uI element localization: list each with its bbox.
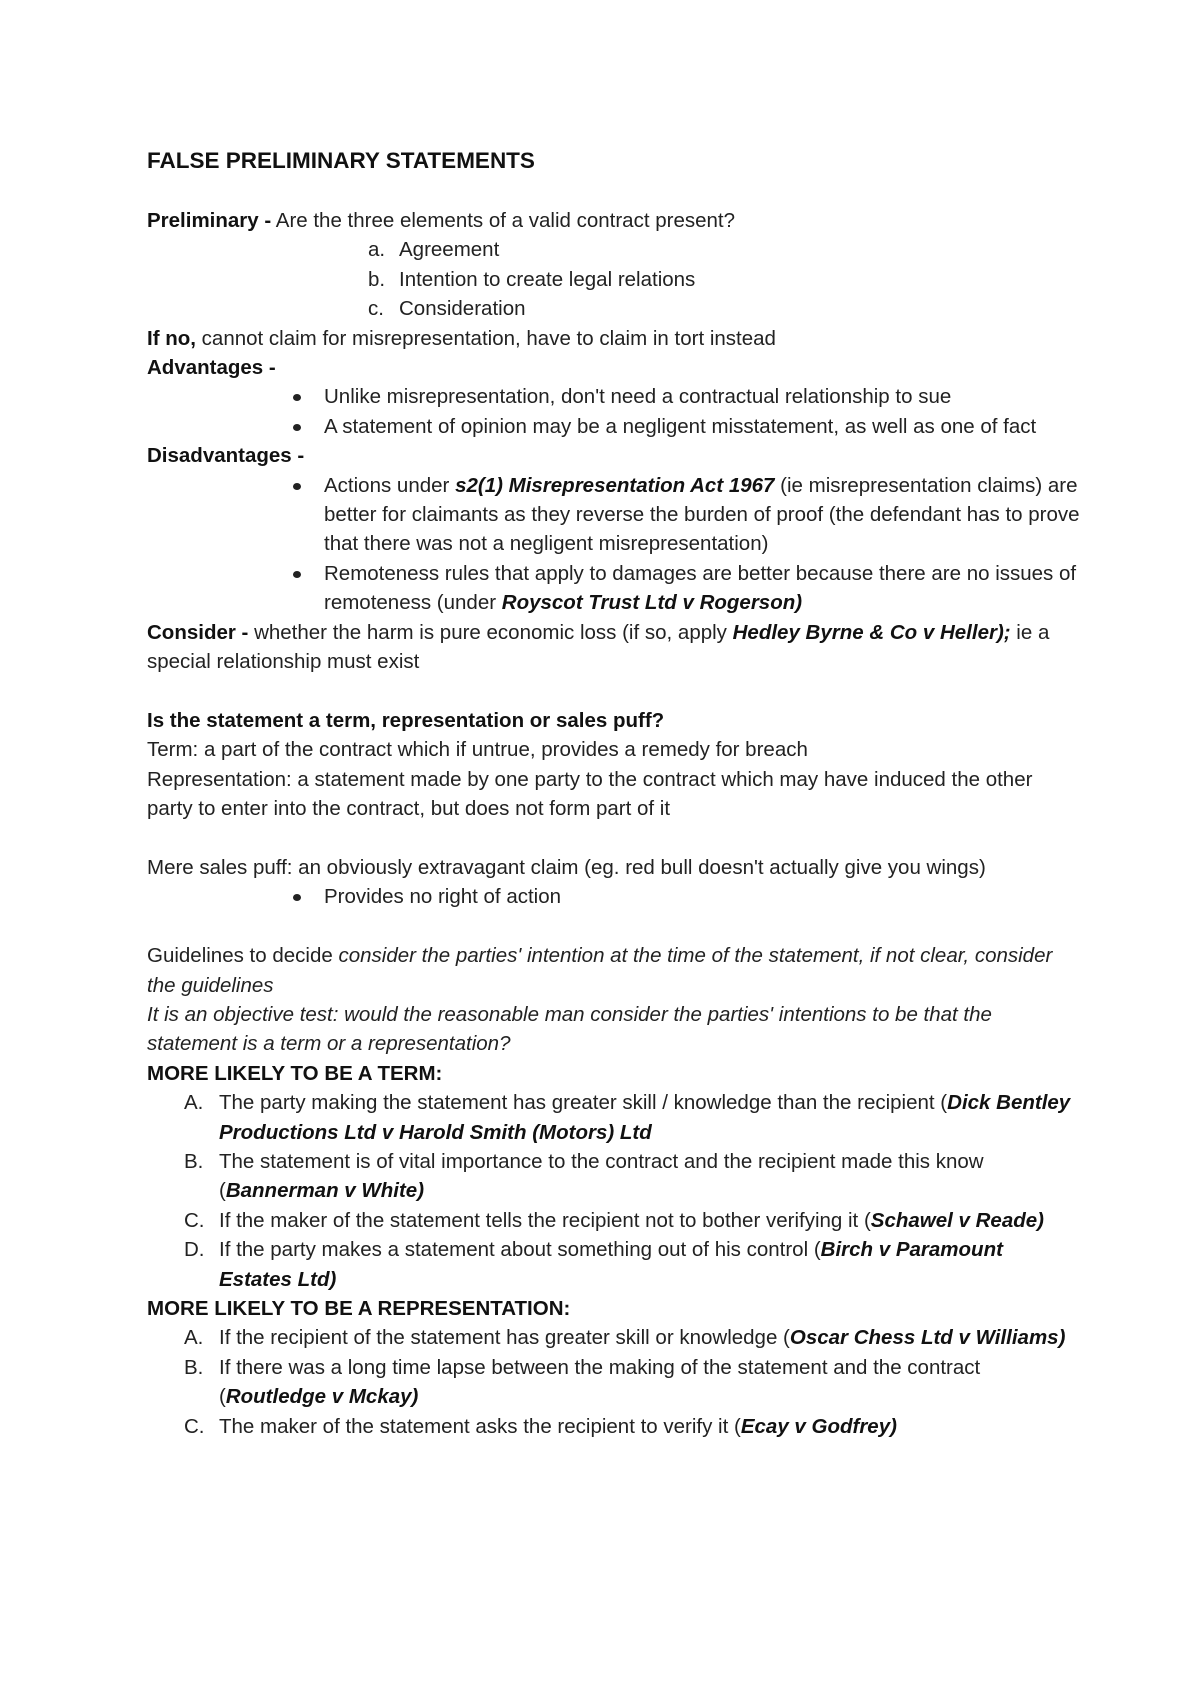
bullet-icon — [293, 394, 301, 401]
list-item — [290, 882, 1080, 911]
list-item — [184, 1412, 1080, 1441]
objective-test: It is an objective test: would the reasonable man consider the parties' intentions to be that the statement is a term or a representation? — [147, 1002, 992, 1056]
case-citation: Hedley Byrne & Co v Heller); — [732, 620, 1011, 644]
consider-text: whether the harm is pure economic loss (if so, apply — [248, 620, 733, 644]
list-item-text: If the party makes a statement about something out of his control ( — [219, 1238, 821, 1262]
consider-text-post: ie a special relationship must exist — [147, 620, 1050, 674]
term-section-heading: Is the statement a term, representation or sales puff? — [147, 708, 665, 732]
list-marker: A. — [184, 1091, 204, 1115]
disadvantages-label: Disadvantages - — [147, 444, 305, 468]
list-item-text: A statement of opinion may be a negligent misstatement, as well as one of fact — [324, 414, 1037, 438]
list-item-text: Intention to create legal relations — [399, 267, 696, 291]
term-likely-list — [147, 1088, 1080, 1294]
bullet-icon — [293, 894, 301, 901]
if-no-text: cannot claim for misrepresentation, have to claim in tort instead — [195, 326, 776, 350]
list-item-text: Actions under — [324, 473, 456, 497]
spacer — [147, 677, 1080, 706]
guidelines-text: Guidelines to decide — [147, 944, 339, 968]
list-item — [184, 1353, 1080, 1412]
if-no-line — [147, 324, 1080, 353]
list-item-text: Unlike misrepresentation, don't need a contractual relationship to sue — [324, 385, 952, 409]
bullet-icon — [293, 571, 301, 578]
case-citation: Ecay v Godfrey) — [740, 1414, 897, 1438]
list-item-text: If there was a long time lapse between the making of the statement and the contract ( — [219, 1355, 981, 1409]
list-item-text: The maker of the statement asks the recipient to verify it ( — [219, 1414, 741, 1438]
list-item — [368, 265, 1080, 294]
preliminary-text: Are the three elements of a valid contract present? — [271, 209, 735, 232]
term-definition: Term: a part of the contract which if untrue, provides a remedy for breach — [147, 738, 808, 762]
list-marker: B. — [184, 1149, 204, 1173]
disadvantages-list — [147, 471, 1080, 618]
case-citation: Dick Bentley Productions Ltd v Harold Smith (Motors) Ltd — [219, 1091, 1071, 1144]
representation-definition: Representation: a statement made by one party to the contract which may have induced the other party to enter into the contract, but does not form part of it — [147, 767, 1033, 821]
list-item-text: Agreement — [399, 238, 500, 262]
list-marker: A. — [184, 1326, 204, 1350]
term-likely-heading: MORE LIKELY TO BE A TERM: — [147, 1061, 443, 1085]
list-item-text: Remoteness rules that apply to damages are better because there are no issues of remoteness (under — [324, 561, 1077, 615]
list-item-text: Consideration — [399, 297, 526, 321]
list-item — [184, 1088, 1080, 1147]
case-citation: Bannerman v White) — [225, 1179, 425, 1203]
preliminary-line — [147, 206, 1080, 235]
if-no-label: If no, — [147, 326, 196, 350]
case-citation: Routledge v Mckay) — [225, 1385, 419, 1409]
guidelines-italic: consider the parties' intention at the time of the statement, if not clear, consider the guidelines — [147, 944, 1053, 997]
preliminary-label: Preliminary - — [147, 209, 272, 232]
rep-likely-list — [147, 1323, 1080, 1441]
sales-puff-definition: Mere sales puff: an obviously extravagant claim (eg. red bull doesn't actually give you wings) — [147, 855, 986, 879]
list-item — [368, 235, 1080, 264]
consider-label: Consider - — [147, 620, 249, 644]
list-item-text: (ie misrepresentation claims) are better for claimants as they reverse the burden of proof (the defendant has to prove that there was not a negligent misrepresentation) — [324, 473, 1080, 556]
list-item-text: The party making the statement has greater skill / knowledge than the recipient ( — [219, 1091, 948, 1115]
bullet-icon — [293, 483, 301, 490]
bullet-icon — [293, 424, 301, 431]
list-marker: b. — [368, 267, 386, 291]
rep-likely-heading: MORE LIKELY TO BE A REPRESENTATION: — [147, 1296, 571, 1320]
case-citation: Royscot Trust Ltd v Rogerson) — [501, 591, 803, 615]
list-item — [184, 1206, 1080, 1235]
spacer — [147, 824, 1080, 853]
list-marker: D. — [184, 1238, 205, 1262]
case-citation: s2(1) Misrepresentation Act 1967 — [455, 473, 775, 497]
list-item-text: Provides no right of action — [324, 885, 562, 909]
document-title: FALSE PRELIMINARY STATEMENTS — [147, 148, 535, 173]
list-marker: B. — [184, 1355, 204, 1379]
list-item-text: The statement is of vital importance to the contract and the recipient made this know ( — [219, 1149, 984, 1203]
guidelines-line — [147, 941, 1080, 1000]
list-marker: a. — [368, 238, 386, 262]
sales-puff-list — [147, 882, 1080, 911]
list-marker: c. — [368, 297, 384, 321]
list-item — [290, 412, 1080, 441]
list-item — [290, 382, 1080, 411]
spacer — [147, 912, 1080, 941]
case-citation: Schawel v Reade) — [870, 1208, 1044, 1232]
list-item — [290, 559, 1080, 618]
case-citation: Oscar Chess Ltd v Williams) — [789, 1326, 1066, 1350]
list-item — [184, 1323, 1080, 1352]
list-item — [290, 471, 1080, 559]
list-item — [184, 1147, 1080, 1206]
case-citation: Birch v Paramount Estates Ltd) — [219, 1238, 1003, 1291]
list-item-text: If the recipient of the statement has greater skill or knowledge ( — [219, 1326, 790, 1350]
list-marker: C. — [184, 1208, 205, 1232]
advantages-label: Advantages - — [147, 356, 276, 380]
list-item — [368, 294, 1080, 323]
advantages-list — [147, 382, 1080, 441]
list-item-text: If the maker of the statement tells the recipient not to bother verifying it ( — [219, 1208, 871, 1232]
elements-list — [147, 235, 1080, 323]
list-marker: C. — [184, 1414, 205, 1438]
consider-line — [147, 618, 1080, 677]
list-item — [184, 1235, 1080, 1294]
